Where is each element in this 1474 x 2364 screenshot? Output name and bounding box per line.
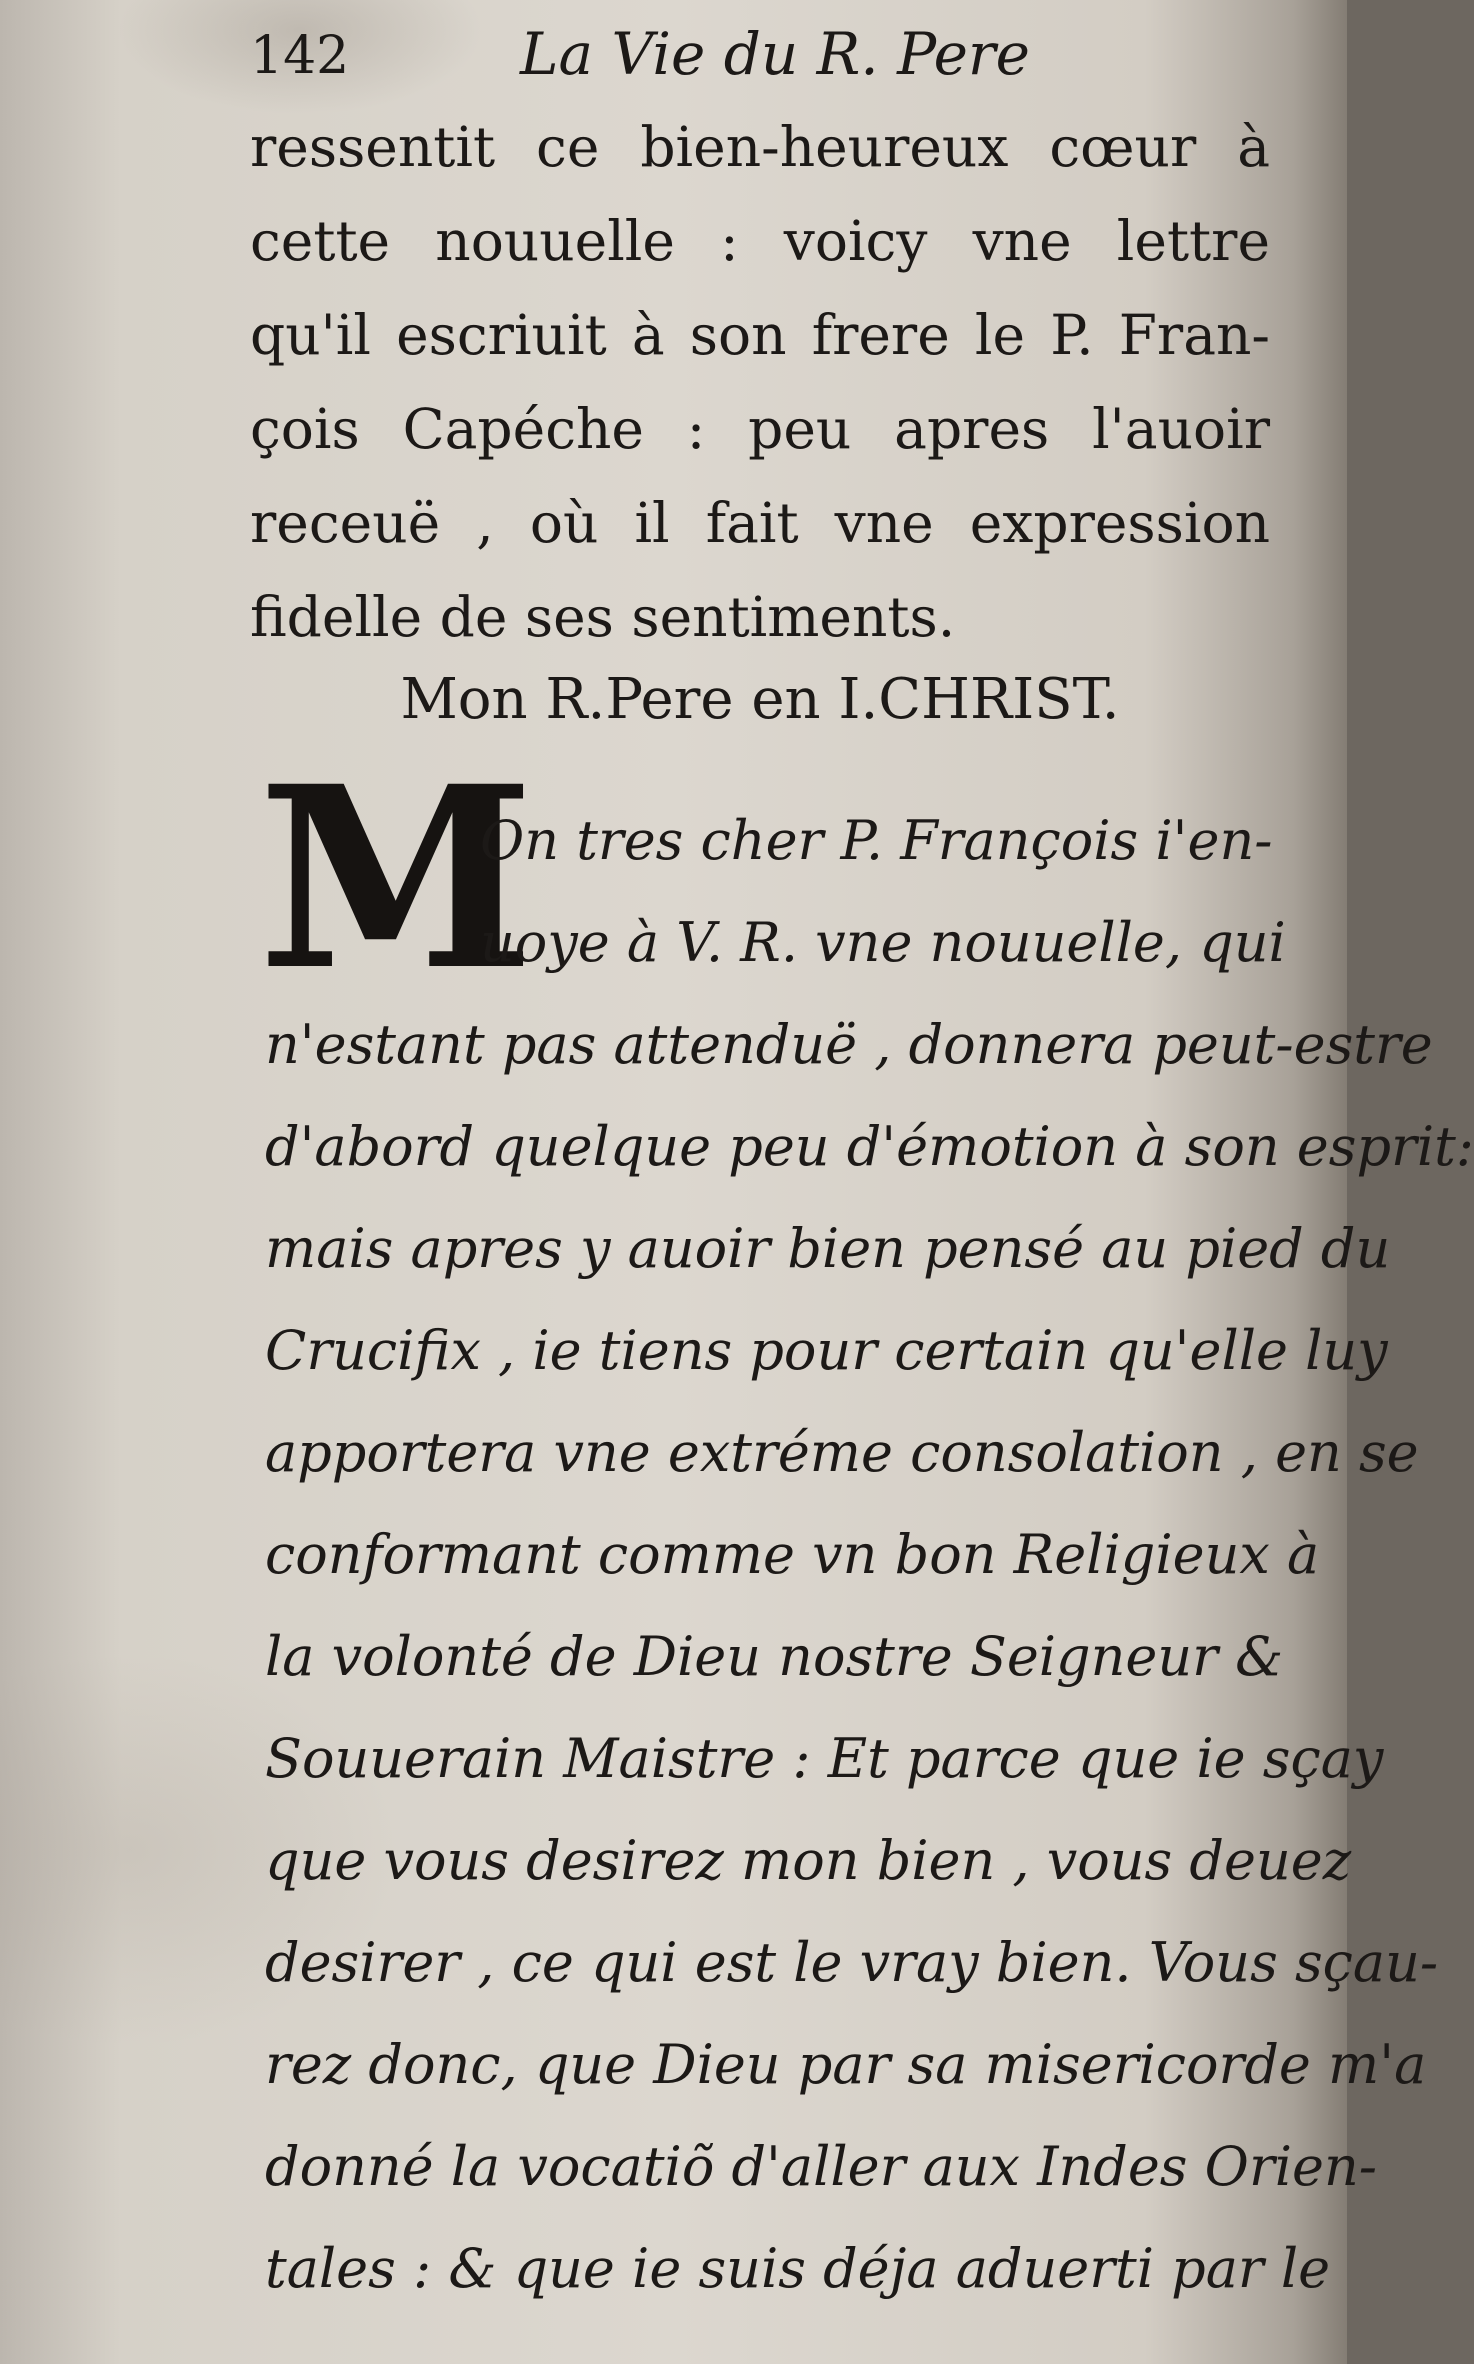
letter-line: donné la vocatiõ d'aller aux Indes Orien-	[265, 2135, 1378, 2198]
letter-line: tales : & que ie suis déja aduerti par le	[265, 2237, 1331, 2300]
page-header	[250, 18, 1270, 88]
text-line: cette nouuelle : voicy vne lettre	[250, 209, 1270, 273]
text-line: çois Capéche : peu apres l'auoir	[250, 397, 1270, 461]
letter-line: apportera vne extréme consolation , en se	[265, 1421, 1419, 1484]
letter-line: conformant comme vn bon Religieux à	[265, 1523, 1320, 1586]
narrative-paragraph	[250, 100, 1270, 664]
letter-line: desirer , ce qui est le vray bien. Vous sçau-	[265, 1931, 1439, 1994]
letter-line: d'abord quelque peu d'émotion à son esprit:	[265, 1115, 1474, 1178]
text-line: qu'il escriuit à son frere le P. Fran-	[250, 303, 1270, 367]
letter-line: On tres cher P. François i'en-	[480, 809, 1273, 872]
letter-salutation: Mon R.Pere en I.CHRIST.	[400, 667, 1120, 732]
drop-cap: M	[258, 731, 529, 1025]
letter-line: mais apres y auoir bien pensé au pied du	[265, 1217, 1391, 1280]
text-line: ressentit ce bien-heureux cœur à	[250, 115, 1270, 179]
running-head: La Vie du R. Pere	[520, 20, 1030, 88]
letter-line: Souuerain Maistre : Et parce que ie sçay	[265, 1727, 1384, 1790]
page-number: 142	[250, 26, 350, 86]
letter-line: rez donc, que Dieu par sa misericorde m'a	[265, 2033, 1427, 2096]
letter-line: uoye à V. R. vne nouuelle, qui	[480, 911, 1286, 974]
letter-line: Crucifix , ie tiens pour certain qu'elle luy	[265, 1319, 1388, 1382]
text-line: fidelle de ses sentiments.	[250, 585, 956, 649]
letter-line: que vous desirez mon bien , vous deuez	[265, 1829, 1352, 1892]
text-line: receuë , où il fait vne expression	[250, 491, 1270, 555]
letter-line: n'estant pas attenduë , donnera peut-estre	[265, 1013, 1433, 1076]
letter-line: la volonté de Dieu nostre Seigneur &	[265, 1625, 1284, 1688]
letter-body	[265, 790, 1474, 2320]
